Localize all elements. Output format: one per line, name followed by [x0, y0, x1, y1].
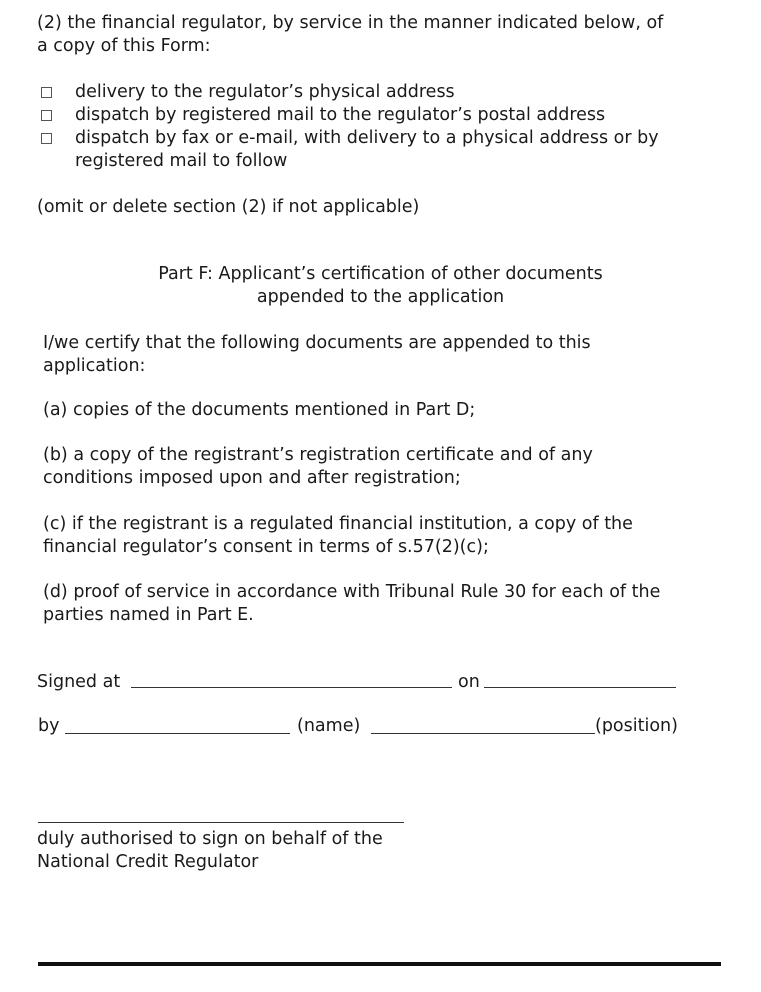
on-label: on [458, 672, 480, 692]
partF-item-b-line1: (b) a copy of the registrant’s registration certificate and of any [43, 445, 593, 465]
authorised-line2: National Credit Regulator [37, 852, 259, 872]
section2-line2: a copy of this Form: [37, 36, 211, 56]
partF-item-d-line1: (d) proof of service in accordance with Tribunal Rule 30 for each of the [43, 582, 661, 602]
partF-item-b-line2: conditions imposed upon and after registration; [43, 468, 461, 488]
checkbox-fax-email[interactable] [41, 133, 52, 144]
signer-position-field[interactable] [371, 733, 595, 734]
authorised-line1: duly authorised to sign on behalf of the [37, 829, 383, 849]
date-field[interactable] [484, 687, 676, 688]
section2-line1: (2) the financial regulator, by service in the manner indicated below, of [37, 13, 664, 33]
option-registered-mail: dispatch by registered mail to the regulator’s postal address [75, 105, 606, 125]
checkbox-registered-mail[interactable] [41, 110, 52, 121]
signature-line[interactable] [38, 822, 404, 823]
option-physical-delivery: delivery to the regulator’s physical address [75, 82, 455, 102]
partF-intro-line2: application: [43, 356, 146, 376]
partF-item-d-line2: parties named in Part E. [43, 605, 254, 625]
option-fax-email-cont: registered mail to follow [75, 151, 288, 171]
partF-item-c-line1: (c) if the registrant is a regulated financial institution, a copy of the [43, 514, 633, 534]
name-label: (name) [297, 716, 361, 736]
partF-title-line2: appended to the application [256, 287, 505, 307]
section2-note: (omit or delete section (2) if not applicable) [37, 197, 420, 217]
partF-item-c-line2: financial regulator’s consent in terms of s.57(2)(c); [43, 537, 489, 557]
footer-rule [38, 962, 721, 966]
partF-intro-line1: I/we certify that the following documents are appended to this [43, 333, 591, 353]
partF-title-line1: Part F: Applicant’s certification of other documents [158, 264, 603, 284]
signer-name-field[interactable] [65, 733, 290, 734]
checkbox-physical-delivery[interactable] [41, 87, 52, 98]
position-label: (position) [595, 716, 678, 736]
by-label: by [38, 716, 60, 736]
signed-at-field[interactable] [131, 687, 452, 688]
signed-at-label: Signed at [37, 672, 121, 692]
partF-item-a: (a) copies of the documents mentioned in Part D; [43, 400, 476, 420]
option-fax-email: dispatch by fax or e-mail, with delivery to a physical address or by [75, 128, 659, 148]
